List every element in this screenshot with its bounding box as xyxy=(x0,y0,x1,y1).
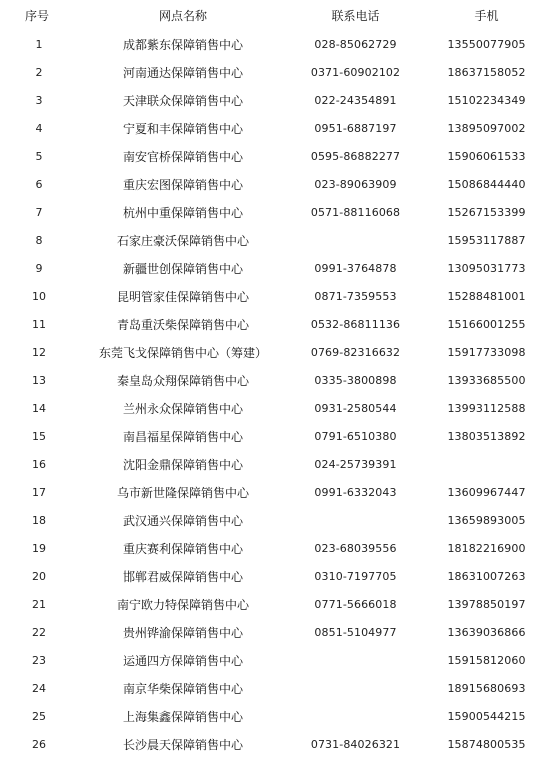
row-index: 24 xyxy=(32,681,46,695)
mobile-number xyxy=(423,450,550,478)
mobile-number: 13659893005 xyxy=(447,513,526,527)
row-index: 21 xyxy=(32,597,46,611)
mobile-number: 18637158052 xyxy=(447,65,526,79)
mobile-number: 15915812060 xyxy=(447,653,526,667)
row-index: 10 xyxy=(32,289,46,303)
table-row xyxy=(0,86,550,114)
contact-phone: 0931-2580544 xyxy=(314,401,397,415)
mobile-number: 13095031773 xyxy=(447,261,526,275)
header-phone: 联系电话 xyxy=(331,8,380,23)
contact-phone: 028-85062729 xyxy=(314,37,397,51)
outlet-name: 沈阳金鼎保障销售中心 xyxy=(122,457,243,472)
table-row xyxy=(0,114,550,142)
mobile-number: 15953117887 xyxy=(447,233,526,247)
mobile-number: 15166001255 xyxy=(447,317,526,331)
mobile-number: 18915680693 xyxy=(447,681,526,695)
contact-phone: 0595-86882277 xyxy=(310,149,401,163)
outlet-name: 南宁欧力特保障销售中心 xyxy=(116,597,249,612)
mobile-number: 15917733098 xyxy=(447,345,526,359)
contact-phone: 023-68039556 xyxy=(314,541,397,555)
table-row xyxy=(0,730,550,758)
row-index: 14 xyxy=(32,401,46,415)
mobile-number: 18182216900 xyxy=(447,541,526,555)
contact-phone: 0771-5666018 xyxy=(314,597,397,611)
contact-phone: 0310-7197705 xyxy=(314,569,397,583)
outlet-name: 武汉通兴保障销售中心 xyxy=(122,513,243,528)
table-row xyxy=(0,142,550,170)
table-row xyxy=(0,254,550,282)
contact-phone: 0371-60902102 xyxy=(310,65,401,79)
table-row xyxy=(0,282,550,310)
mobile-number: 18631007263 xyxy=(447,569,526,583)
header-name: 网点名称 xyxy=(158,8,207,23)
contact-phone: 0769-82316632 xyxy=(310,345,401,359)
mobile-number: 13550077905 xyxy=(447,37,526,51)
outlet-name: 兰州永众保障销售中心 xyxy=(122,401,243,416)
table-row xyxy=(0,366,550,394)
contact-phone: 023-89063909 xyxy=(314,177,397,191)
outlet-name: 重庆宏图保障销售中心 xyxy=(122,177,243,192)
row-index: 7 xyxy=(35,205,43,219)
outlet-name: 长沙晨天保障销售中心 xyxy=(122,737,243,752)
table-body xyxy=(0,30,550,758)
row-index: 12 xyxy=(32,345,46,359)
row-index: 9 xyxy=(35,261,43,275)
outlet-name: 天津联众保障销售中心 xyxy=(122,93,243,108)
contact-phone xyxy=(288,702,423,730)
contact-phone: 0991-6332043 xyxy=(314,485,397,499)
table-row xyxy=(0,310,550,338)
row-index: 19 xyxy=(32,541,46,555)
mobile-number: 15900544215 xyxy=(447,709,526,723)
table-row xyxy=(0,618,550,646)
header-row xyxy=(0,0,550,30)
outlet-name: 石家庄豪沃保障销售中心 xyxy=(116,233,249,248)
mobile-number: 15874800535 xyxy=(447,737,526,751)
outlet-name: 上海集鑫保障销售中心 xyxy=(122,709,243,724)
outlet-name: 秦皇岛众翔保障销售中心 xyxy=(116,373,249,388)
contact-phone: 0731-84026321 xyxy=(310,737,401,751)
row-index: 25 xyxy=(32,709,46,723)
contact-phone: 0791-6510380 xyxy=(314,429,397,443)
row-index: 6 xyxy=(35,177,43,191)
outlet-name: 运通四方保障销售中心 xyxy=(122,653,243,668)
row-index: 8 xyxy=(35,233,43,247)
table-row xyxy=(0,478,550,506)
table-row xyxy=(0,338,550,366)
mobile-number: 15086844440 xyxy=(447,177,526,191)
row-index: 13 xyxy=(32,373,46,387)
header-index: 序号 xyxy=(25,8,50,23)
outlet-name: 杭州中重保障销售中心 xyxy=(122,205,243,220)
table-row xyxy=(0,674,550,702)
contact-phone: 0532-86811136 xyxy=(310,317,401,331)
row-index: 16 xyxy=(32,457,46,471)
row-index: 26 xyxy=(32,737,46,751)
contact-phone: 022-24354891 xyxy=(314,93,397,107)
outlet-name: 南昌福星保障销售中心 xyxy=(122,429,243,444)
row-index: 20 xyxy=(32,569,46,583)
outlet-name: 邯郸君威保障销售中心 xyxy=(122,569,243,584)
contact-phone: 0871-7359553 xyxy=(314,289,397,303)
outlet-name: 贵州铧渝保障销售中心 xyxy=(122,625,243,640)
table-row xyxy=(0,226,550,254)
row-index: 17 xyxy=(32,485,46,499)
row-index: 11 xyxy=(32,317,46,331)
row-index: 18 xyxy=(32,513,46,527)
row-index: 3 xyxy=(35,93,43,107)
contact-phone xyxy=(288,646,423,674)
outlet-name: 宁夏和丰保障销售中心 xyxy=(122,121,243,136)
outlet-name: 南京华柴保障销售中心 xyxy=(122,681,243,696)
outlet-name: 青岛重沃柴保障销售中心 xyxy=(116,317,249,332)
outlet-name: 新疆世创保障销售中心 xyxy=(122,261,243,276)
table-header xyxy=(0,0,550,30)
contact-phone: 0571-88116068 xyxy=(310,205,401,219)
row-index: 22 xyxy=(32,625,46,639)
mobile-number: 13978850197 xyxy=(447,597,526,611)
table-row xyxy=(0,58,550,86)
row-index: 4 xyxy=(35,121,43,135)
outlet-name: 昆明管家佳保障销售中心 xyxy=(116,289,249,304)
table-row xyxy=(0,562,550,590)
mobile-number: 13895097002 xyxy=(447,121,526,135)
contact-phone: 024-25739391 xyxy=(314,457,397,471)
outlet-name: 东莞飞戈保障销售中心（筹建） xyxy=(98,345,267,360)
contact-phone xyxy=(288,226,423,254)
row-index: 15 xyxy=(32,429,46,443)
outlet-name: 乌市新世隆保障销售中心 xyxy=(116,485,249,500)
contact-phone xyxy=(288,506,423,534)
table-row xyxy=(0,450,550,478)
mobile-number: 13803513892 xyxy=(447,429,526,443)
table-row xyxy=(0,506,550,534)
contact-phone: 0951-6887197 xyxy=(314,121,397,135)
table-row xyxy=(0,170,550,198)
table-row xyxy=(0,30,550,58)
table-row xyxy=(0,422,550,450)
outlet-name: 重庆赛利保障销售中心 xyxy=(122,541,243,556)
outlet-name: 河南通达保障销售中心 xyxy=(122,65,243,80)
table-row xyxy=(0,702,550,730)
table-row xyxy=(0,646,550,674)
table-row xyxy=(0,198,550,226)
mobile-number: 15102234349 xyxy=(447,93,526,107)
row-index: 23 xyxy=(32,653,46,667)
row-index: 5 xyxy=(35,149,43,163)
mobile-number: 13933685500 xyxy=(447,373,526,387)
mobile-number: 13639036866 xyxy=(447,625,526,639)
mobile-number: 13993112588 xyxy=(447,401,526,415)
table-row xyxy=(0,534,550,562)
mobile-number: 13609967447 xyxy=(447,485,526,499)
row-index: 1 xyxy=(35,37,43,51)
table-row xyxy=(0,394,550,422)
contact-phone: 0991-3764878 xyxy=(314,261,397,275)
mobile-number: 15288481001 xyxy=(447,289,526,303)
header-mobile: 手机 xyxy=(474,8,499,23)
outlet-name: 成都紫东保障销售中心 xyxy=(122,37,243,52)
outlet-name: 南安官桥保障销售中心 xyxy=(122,149,243,164)
mobile-number: 15906061533 xyxy=(447,149,526,163)
contact-phone: 0335-3800898 xyxy=(314,373,397,387)
mobile-number: 15267153399 xyxy=(447,205,526,219)
table-row xyxy=(0,590,550,618)
row-index: 2 xyxy=(35,65,43,79)
contact-phone: 0851-5104977 xyxy=(314,625,397,639)
contact-phone xyxy=(288,674,423,702)
